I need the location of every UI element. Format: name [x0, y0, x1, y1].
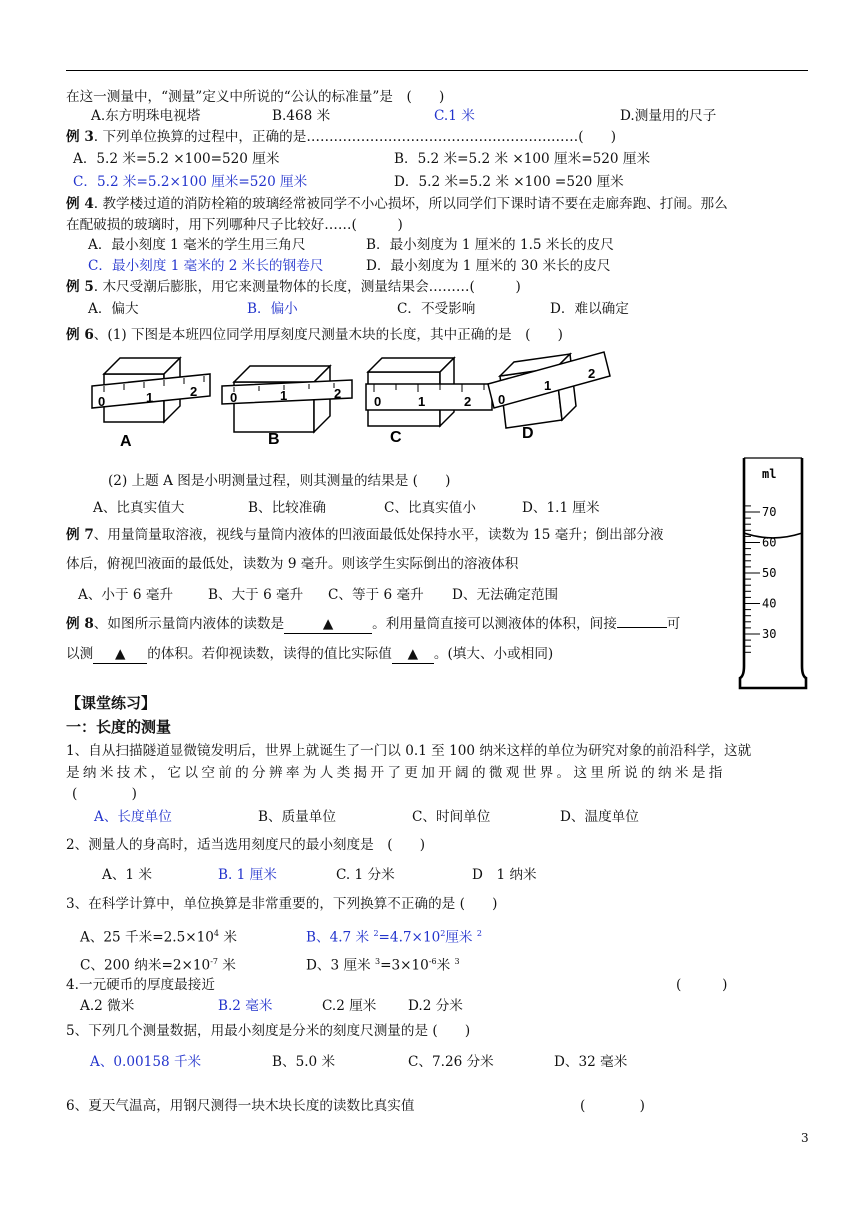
- example-4-stem-line2: 在配破损的玻璃时，用下列哪种尺子比较好……( ): [66, 217, 403, 233]
- option-d: D．5.2 米=5.2 米 ×100 =520 厘米: [394, 174, 624, 190]
- option-d: D.2 分米: [408, 998, 463, 1014]
- option-c: C、比真实值小: [384, 500, 476, 516]
- option-c: C、7.26 分米: [408, 1054, 494, 1070]
- option-a: A、小于 6 毫升: [78, 587, 174, 603]
- example-6-stem: 例 6、(1) 下图是本班四位同学用厚刻度尺测量木块的长度，其中正确的是 ( ): [66, 327, 563, 343]
- q5-stem: 5、下列几个测量数据，用最小刻度是分米的刻度尺测量的是 ( ): [66, 1023, 471, 1039]
- option-a: A.东方明珠电视塔: [91, 108, 201, 124]
- example-6-sub2: (2) 上题 A 图是小明测量过程，则其测量的结果是 ( ): [108, 473, 451, 489]
- ruler-a-tick-2: 2: [190, 384, 198, 399]
- option-b-answer: B. 1 厘米: [218, 867, 277, 883]
- ruler-d-tick-0: 0: [498, 392, 506, 407]
- example-5-stem: 例 5. 木尺受潮后膨胀，用它来测量物体的长度，测量结果会………( ): [66, 279, 521, 295]
- ruler-d-tick-2: 2: [588, 366, 596, 381]
- q4-stem: 4.一元硬币的厚度最接近: [66, 977, 215, 993]
- option-c: C、等于 6 毫升: [328, 587, 424, 603]
- example-4-stem: 例 4. 教学楼过道的消防栓箱的玻璃经常被同学不小心损坏，所以同学们下课时请不要在走廊奔跑、打闹。那么: [66, 196, 728, 212]
- option-c: C．不受影响: [397, 301, 476, 317]
- cylinder-tick-30: 30: [762, 627, 777, 641]
- option-c-answer: C．5.2 米=5.2×100 厘米=520 厘米: [73, 174, 308, 190]
- ruler-a-tick-0: 0: [98, 394, 106, 409]
- ruler-b-tick-1: 1: [280, 388, 288, 403]
- option-b-answer: B．偏小: [247, 301, 298, 317]
- option-b: B、比较准确: [248, 500, 326, 516]
- option-b-answer: B、4.7 米 $^2=4.7\times 10^2$厘米 $^2$: [306, 929, 482, 946]
- figure-label-b: B: [268, 431, 280, 448]
- option-c: C、200 纳米$=2\times 10^{-7}$ 米: [80, 957, 236, 974]
- q2-stem: 2、测量人的身高时，适当选用刻度尺的最小刻度是 ( ): [66, 837, 426, 853]
- question-stem: 在这一测量中，“测量”定义中所说的“公认的标准量”是 ( ): [66, 89, 445, 105]
- option-b: B．最小刻度为 1 厘米的 1.5 米长的皮尺: [366, 237, 614, 253]
- cylinder-tick-50: 50: [762, 566, 777, 580]
- option-a: A．5.2 米=5.2 ×100=520 厘米: [73, 151, 280, 167]
- measuring-cylinder: [738, 456, 808, 692]
- option-a-answer: A、0.00158 千米: [90, 1054, 202, 1070]
- option-c: C. 1 分米: [336, 867, 395, 883]
- ruler-d-tick-1: 1: [544, 378, 552, 393]
- ruler-c-tick-2: 2: [464, 394, 472, 409]
- option-a: A．偏大: [88, 301, 139, 317]
- ruler-figure-c: [366, 358, 492, 426]
- section-heading: 一：长度的测量: [66, 718, 172, 736]
- option-a: A．最小刻度 1 毫米的学生用三角尺: [88, 237, 306, 253]
- option-d: D．难以确定: [550, 301, 629, 317]
- option-a: A、25 千米$=2.5\times 10^4$ 米: [80, 929, 237, 946]
- cylinder-tick-60: 60: [762, 535, 777, 550]
- cylinder-unit: ml: [762, 467, 777, 481]
- example-8-line1: 例 8、如图所示量筒内液体的读数是 ▲ 。利用量筒直接可以测液体的体积，间接 可: [66, 616, 681, 632]
- ruler-b-tick-0: 0: [230, 390, 238, 405]
- example-7-stem: 例 7、用量筒量取溶液，视线与量筒内液体的凹液面最低处保持水平，读数为 15 毫升；倒出部分液: [66, 527, 664, 543]
- cylinder-tick-40: 40: [762, 596, 777, 611]
- option-a-answer: A、长度单位: [94, 809, 172, 825]
- answer-blank: ▲: [93, 645, 147, 664]
- figure-label-a: A: [120, 433, 132, 450]
- option-b: B.468 米: [272, 108, 331, 124]
- option-d: D、无法确定范围: [452, 587, 559, 603]
- option-a: A、比真实值大: [93, 500, 185, 516]
- answer-blank: ▲: [284, 615, 372, 634]
- q6-paren: ( ): [580, 1098, 645, 1114]
- q6-stem: 6、夏天气温高，用钢尺测得一块木块长度的读数比真实值: [66, 1098, 415, 1114]
- q1-line1: 1、自从扫描隧道显微镜发明后，世界上就诞生了一门以 0.1 至 100 纳米这样的单位为研究对象的前沿科学，这就: [66, 743, 752, 759]
- option-d: D 1 纳米: [472, 867, 537, 883]
- option-d: D．最小刻度为 1 厘米的 30 米长的皮尺: [366, 258, 611, 274]
- option-c-answer: C.1 米: [434, 108, 475, 124]
- option-d: D.测量用的尺子: [620, 108, 717, 124]
- example-3-stem: 例 3. 下列单位换算的过程中，正确的是……………………………………………………( ): [66, 129, 617, 145]
- page-number: 3: [801, 1131, 809, 1145]
- option-d: D、32 毫米: [554, 1054, 628, 1070]
- ruler-c-tick-0: 0: [374, 394, 382, 409]
- ruler-b-tick-2: 2: [334, 386, 342, 401]
- option-a: A.2 微米: [80, 998, 135, 1014]
- answer-blank: [617, 627, 667, 628]
- header-rule: [66, 70, 808, 71]
- option-b: B．5.2 米=5.2 米 ×100 厘米=520 厘米: [394, 151, 651, 167]
- option-b: B、大于 6 毫升: [208, 587, 304, 603]
- q4-paren: ( ): [676, 977, 728, 993]
- option-c-answer: C．最小刻度 1 毫米的 2 米长的钢卷尺: [88, 258, 324, 274]
- answer-blank: ▲: [392, 645, 434, 664]
- option-a: A、1 米: [102, 867, 152, 883]
- option-c: C、时间单位: [412, 809, 491, 825]
- cylinder-tick-70: 70: [762, 505, 777, 519]
- practice-title: 【课堂练习】: [66, 694, 157, 712]
- ruler-c-tick-1: 1: [418, 394, 426, 409]
- option-c: C.2 厘米: [322, 998, 377, 1014]
- figure-label-d: D: [522, 425, 534, 442]
- q1-paren: ( ): [72, 786, 137, 802]
- option-d: D、3 厘米 $^3=3\times 10^{-6}$米 $^3$: [306, 957, 460, 974]
- ruler-figures: [84, 346, 644, 450]
- example-8-line2: 以测 ▲ 的体积。若仰视读数，读得的值比实际值 ▲ 。(填大、小或相同): [66, 646, 554, 662]
- q1-line2: 是 纳 米 技 术 ， 它 以 空 前 的 分 辨 率 为 人 类 揭 开 了 更 加 开 阔 的 微 观 世 界 。 这 里 所 说 的 纳 米 是 指: [66, 765, 722, 781]
- ruler-a-tick-1: 1: [146, 390, 154, 405]
- figure-label-c: C: [390, 429, 402, 446]
- option-d: D、温度单位: [560, 809, 639, 825]
- option-b: B、5.0 米: [272, 1054, 336, 1070]
- option-b: B、质量单位: [258, 809, 336, 825]
- q3-stem: 3、在科学计算中，单位换算是非常重要的，下列换算不正确的是 ( ): [66, 896, 498, 912]
- option-b-answer: B.2 毫米: [218, 998, 273, 1014]
- option-d: D、1.1 厘米: [522, 500, 600, 516]
- example-7-stem-line2: 体后，俯视凹液面的最低处，读数为 9 毫升。则该学生实际倒出的溶液体积: [66, 556, 519, 572]
